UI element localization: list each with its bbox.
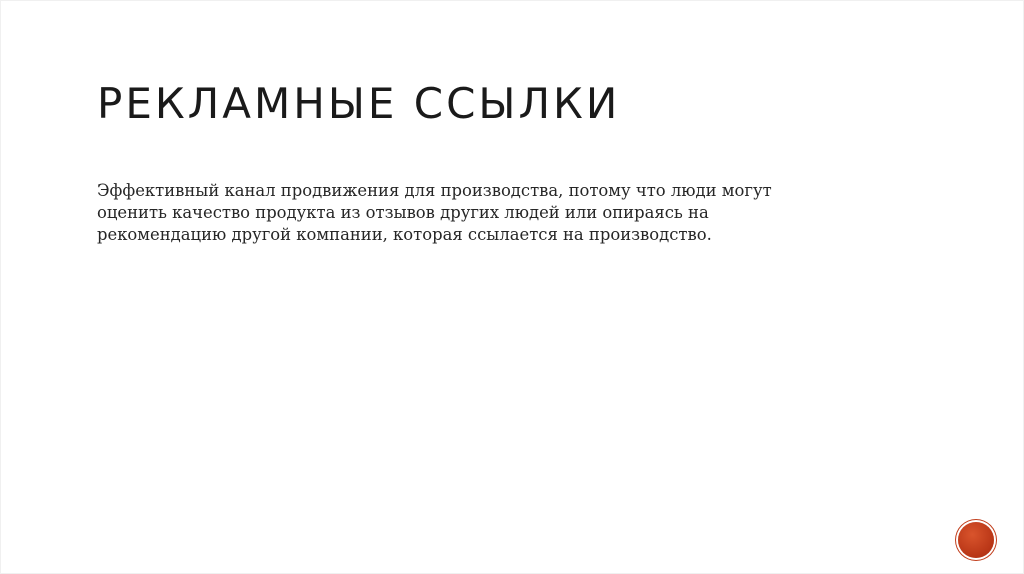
body-line-3: рекомендацию другой компании, которая ссылается на производство. xyxy=(97,225,712,244)
slide-body xyxy=(97,180,877,246)
body-line-1: Эффективный канал продвижения для производства, потому что люди могут xyxy=(97,181,772,200)
body-line-2: оценить качество продукта из отзывов других людей или опираясь на xyxy=(97,203,709,222)
page-marker-circle-icon xyxy=(958,522,994,558)
slide-title: РЕКЛАМНЫЕ ССЫЛКИ xyxy=(97,79,621,128)
